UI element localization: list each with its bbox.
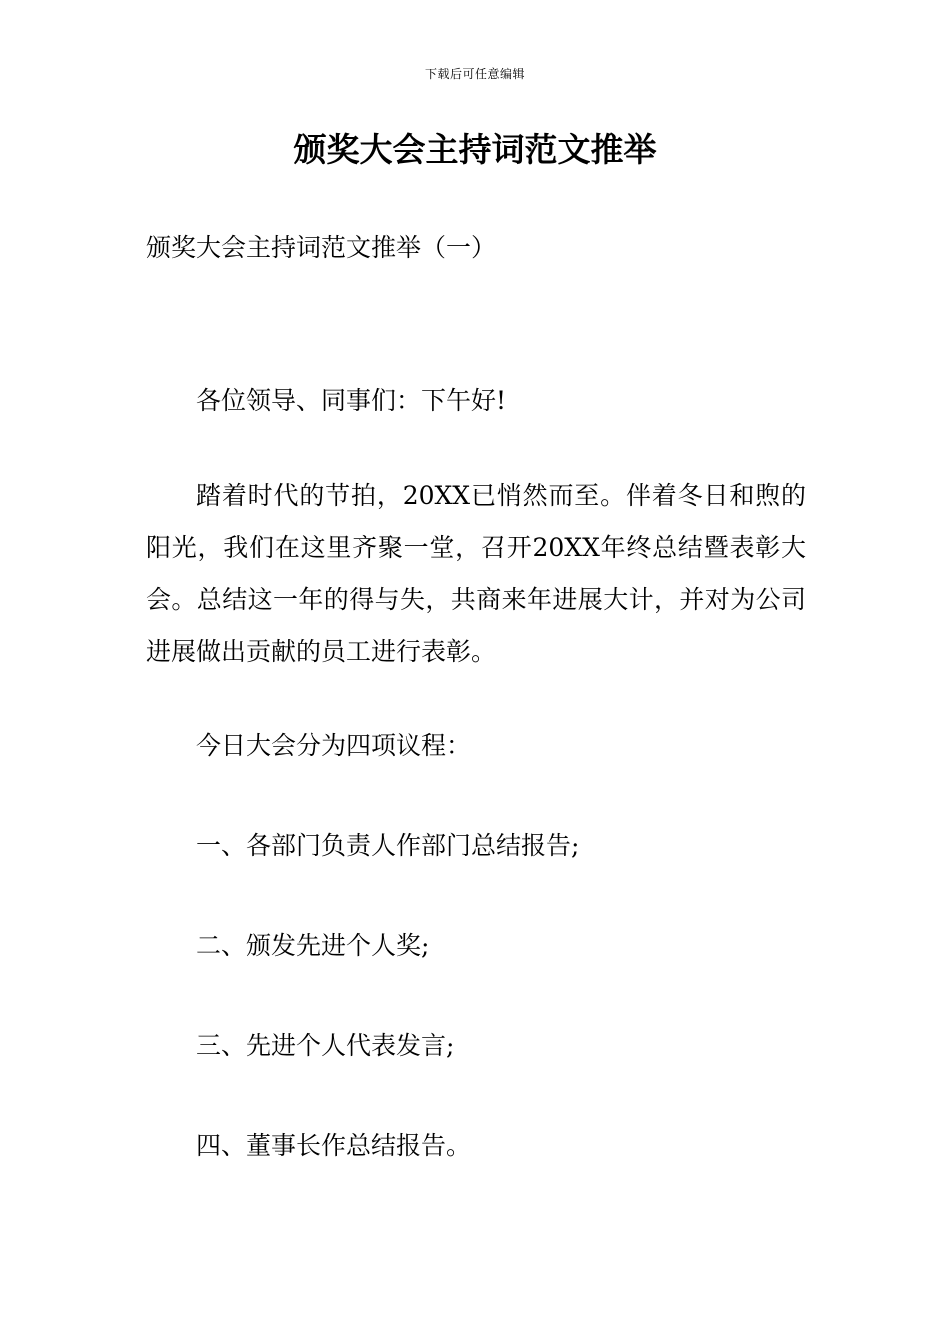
agenda-item-1: 一、各部门负责人作部门总结报告; xyxy=(196,831,580,860)
document-title: 颁奖大会主持词范文推举 xyxy=(293,130,657,169)
section-heading: 颁奖大会主持词范文推举（一） xyxy=(146,233,497,262)
agenda-item-3: 三、先进个人代表发言; xyxy=(196,1031,455,1060)
agenda-paragraph: 今日大会分为四项议程： xyxy=(196,731,472,760)
header-note: 下载后可任意编辑 xyxy=(424,67,525,81)
agenda-item-4: 四、董事长作总结报告。 xyxy=(196,1131,472,1160)
intro-paragraph: 踏着时代的节拍，20XX已悄然而至。伴着冬日和煦的阳光，我们在这里齐聚一堂，召开20XX年终总结暨表彰大会。总结这一年的得与失，共商来年进展大计，并对为公司进展做出贡献的员工进行表彰。 xyxy=(146,481,806,666)
agenda-item-2: 二、颁发先进个人奖; xyxy=(196,931,430,960)
greeting-paragraph: 各位领导、同事们：下午好! xyxy=(196,386,507,415)
